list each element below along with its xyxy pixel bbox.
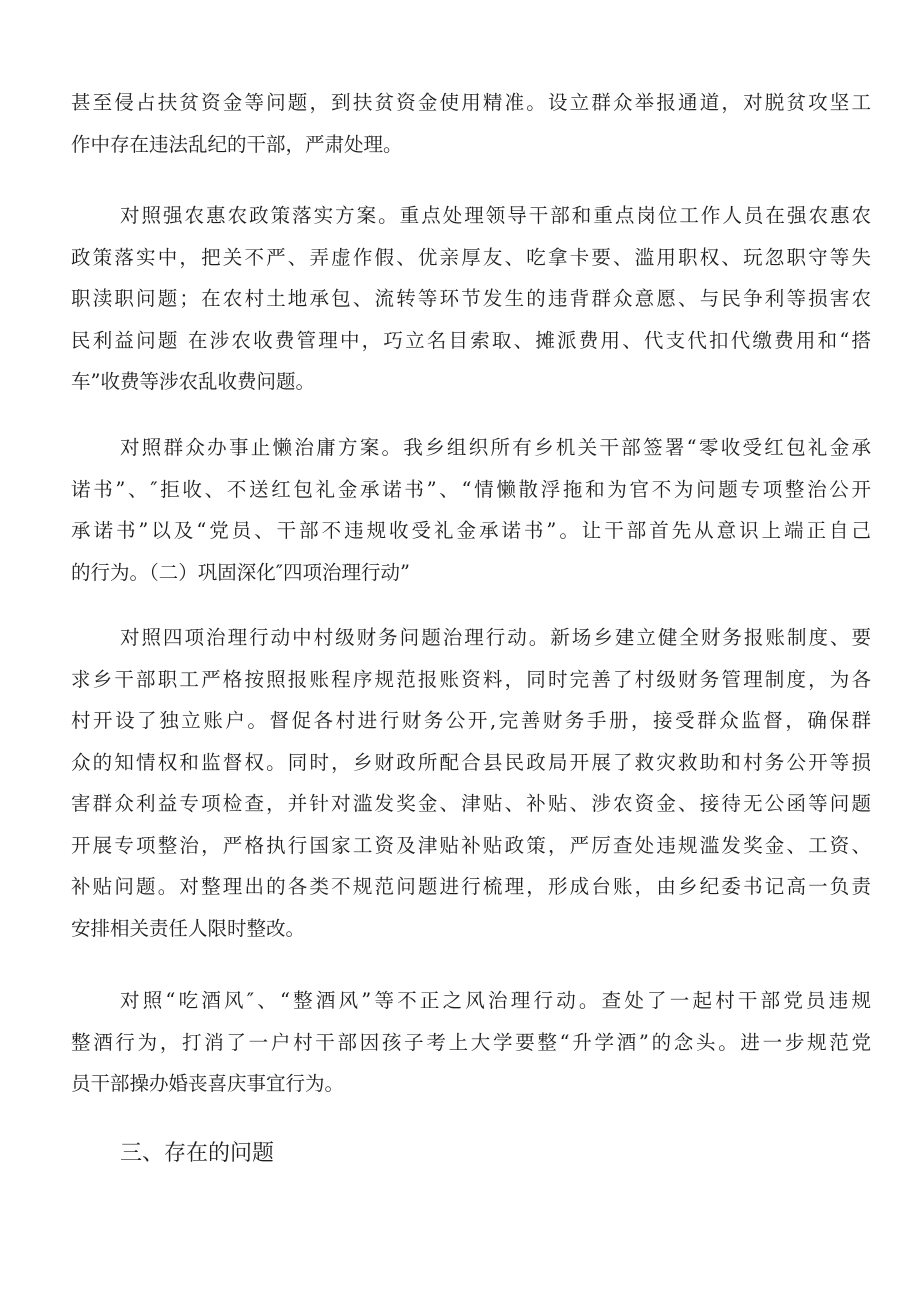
text-line: 职渎职问题；在农村土地承包、流转等环节发生的违背群众意愿、与民争利等损害农 <box>71 287 871 310</box>
text-line: 民利益问题 在涉农收费管理中，巧立名目索取、摊派费用、代支代扣代缴费用和“搭 <box>71 328 871 352</box>
paragraph-2 <box>71 195 871 403</box>
text-line: 甚至侵占扶贫资金等问题，到扶贫资金使用精准。设立群众举报通道，对脱贫攻坚工 <box>71 91 871 114</box>
text-line: 求乡干部职工严格按照报账程序规范报账资料，同时完善了村级财务管理制度，为各 <box>71 667 871 691</box>
text-line: 诺书”、″拒收、不送红包礼金承诺书”、“情懒散浮拖和为官不为问题专项整治公开 <box>71 477 871 501</box>
text-line: 的行为。（二）巩固深化″四项治理行动” <box>71 560 411 584</box>
text-line: 村开设了独立账户。督促各村进行财务公开,完善财务手册，接受群众监督，确保群 <box>71 709 871 732</box>
text-line: 承诺书”以及“党员、干部不违规收受礼金承诺书”。让干部首先从意识上端正自己 <box>71 519 871 542</box>
text-line: 作中存在违法乱纪的干部，严肃处理。 <box>71 132 403 156</box>
text-line: 补贴问题。对整理出的各类不规范问题进行梳理，形成台账，由乡纪委书记高一负责 <box>71 875 871 898</box>
text-line: 政策落实中，把关不严、弄虚作假、优亲厚友、吃拿卡要、滥用职权、玩忽职守等失 <box>71 245 871 269</box>
text-line: 众的知情权和监督权。同时，乡财政所配合县民政局开展了救灾救助和村务公开等损 <box>71 750 871 774</box>
paragraph-5 <box>71 980 871 1105</box>
text-line: 员干部操办婚丧喜庆事宜行为。 <box>71 1072 345 1095</box>
text-line: 对照强农惠农政策落实方案。重点处理领导干部和重点岗位工作人员在强农惠农 <box>120 204 871 227</box>
paragraph-3 <box>71 427 871 593</box>
text-line: 安排相关责任人限时整改。 <box>71 916 306 940</box>
text-line: 对照四项治理行动中村级财务问题治理行动。新场乡建立健全财务报账制度、要 <box>120 626 871 649</box>
text-line: 对照“吃酒风″、“整酒风”等不正之风治理行动。查处了一起村干部党员违规 <box>120 989 871 1012</box>
text-line: 开展专项整治，严格执行国家工资及津贴补贴政策，严厉查处违规滥发奖金、工资、 <box>71 833 871 857</box>
text-line: 对照群众办事止懒治庸方案。我乡组织所有乡机关干部签署“零收受红包礼金承 <box>120 436 871 459</box>
section-heading: 三、存在的问题 <box>120 1141 275 1166</box>
text-line: 害群众利益专项检查，并针对滥发奖金、津贴、补贴、涉农资金、接待无公函等问题 <box>71 792 871 815</box>
text-line: 车”收费等涉农乱收费问题。 <box>71 370 315 393</box>
paragraph-1 <box>71 82 871 165</box>
paragraph-4 <box>71 617 871 949</box>
text-line: 整酒行为，打消了一户村干部因孩子考上大学要整“升学酒”的念头。进一步规范党 <box>71 1030 871 1054</box>
